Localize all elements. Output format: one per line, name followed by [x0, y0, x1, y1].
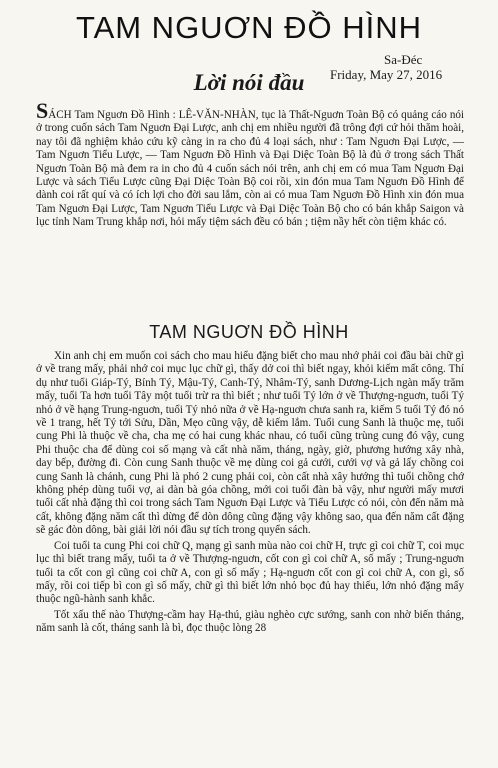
- body-paragraph: Xin anh chị em muốn coi sách cho mau hiểu đặng biết cho mau nhớ phải coi đầu bài chữ gì ở về trang mấy, phải nhớ coi mục lục chữ gì, thấy dở coi thì biết ngay, khỏi kiếm mất công. Thí dụ như tuổi Giáp-Tý, Bính Tý, Mậu-Tý, Canh-Tý, Nhâm-Tý, sanh Dương-Lịch ngàn mấy trăm mấy, tuổi Ta hơn tuổi Tây một tuổi trừ ra thì biết ; như tuổi Tý lớn ở về Thượng-nguơn, tuổi Tý nhỏ ở về hạng Trung-nguơn, tuổi Tý nhỏ nữa ở về Hạ-nguơn chưa sanh ra, kiếm 5 tuổi Tý đó nó về 1 trang, hết Tý tới Sửu, Dần, Mẹo cũng vậy, dễ kiếm lắm. Tuổi cung Sanh là thuộc mẹ, tuổi cung Phi là thuộc về cha, cha mẹ có hai cung khác nhau, có tuổi cũng trùng cung đó vậy, cung Phi thuộc cha để dùng coi số mạng và cất nhà năm, tháng, ngày, giờ, phương hướng xây nhà, day bếp, đường đi. Còn cung Sanh thuộc về mẹ dùng coi gả cưới, cưới vợ và gả lấy chồng coi cung Sanh là chánh, cung Phi là phó 2 cung phải coi, còn cất nhà xây hướng thì tuổi chồng chớ không phép dùng tuổi vợ, ai dàn bà góa chồng, mới coi tuổi đàn bà vậy, như người mấy mươi tuổi cất nhà đặng thì coi trong sách Tam Nguơn Đại Lược và Tiểu Lược có nói, còn đến năm mà cất, không đặng năm cất thì dừng để dòn dông cũng đặng vậy không sao, qua đến năm cất đặng sẽ gác đòn dông, bài giải lời nói đầu sự tích trong quyển sách.: [36, 350, 464, 537]
- intro-text: ÁCH Tam Nguơn Đồ Hình : LÊ-VĂN-NHÀN, tục là Thất-Nguơn Toàn Bộ có quảng cáo nói ở trong cuốn sách Tam Nguơn Đại Lược, anh chị em nhiều người đã trông đợi cứ hỏi thăm hoài, nay tôi đã nghiệm khảo cứu kỹ càng in ra cho đủ 4 loại sách, như : Tam Nguơn Đại Lược, — Tam Nguơn Tiểu Lược, — Tam Nguơn Đồ Hình và Đại Diệc Toàn Bộ là đủ ở trong sách Thất Nguơn Toàn Bộ mà đem ra in cho đủ 4 cuốn sách nói trên, anh chị em có mua Tam Nguơn Đại Lược và sách Tiểu Lược cũng Đại Diệc Toàn Bộ coi rồi, xin đón mua Tam Nguơn Đồ Hình để dành coi rất quí và có ích lợi cho đời sau lắm, còn ai có mua Tam Nguơn Đồ Hình xin đón mua Tam Nguơn Đại Lược, Tam Nguơn Tiểu Lược và Đại Diệc Toàn Bộ cho có bán khắp Saigon và lục tỉnh Nam Trung khắp nơi, hỏi mấy tiệm sách đều có bán ; tiệm nầy hết còn tiệm khác có.: [36, 109, 464, 229]
- body-paragraph: Tốt xấu thế nào Thượng-cầm hay Hạ-thú, giàu nghèo cực sướng, sanh con nhờ biến tháng, năm sanh là cốt, tháng sanh là bì, đọc thuộc lòng 28: [36, 608, 464, 635]
- body-text: [36, 350, 464, 636]
- section-heading: TAM NGUƠN ĐỒ HÌNH: [149, 322, 349, 342]
- location-label: Sa-Đéc: [384, 52, 423, 67]
- document-title: TAM NGUƠN ĐỒ HÌNH: [75, 10, 423, 45]
- preface-title: Lời nói đầu: [193, 70, 305, 95]
- date-label: Friday, May 27, 2016: [330, 67, 443, 82]
- dropcap-letter: S: [36, 98, 49, 123]
- intro-paragraph: [36, 98, 464, 230]
- body-paragraph: Coi tuổi ta cung Phi coi chữ Q, mạng gì sanh mùa nào coi chữ H, trực gì coi chữ T, coi mục lục thì biết trang mấy, tuổi ta ở về Thượng-nguơn, cốt con gì coi chữ A, số mấy ; Trung-nguơn tuổi ta cốt con gì cũng coi chữ A, con gì số mấy ; Hạ-nguơn cốt con gì coi chữ A, con gì, số mấy, rồi coi tiếp bì con gì số mấy, chữ gì thì biết lớn nhỏ bọc đủ hay thiếu, lớn nhỏ đặng mấy thuộc ngũ-hành sanh khắc.: [36, 539, 464, 606]
